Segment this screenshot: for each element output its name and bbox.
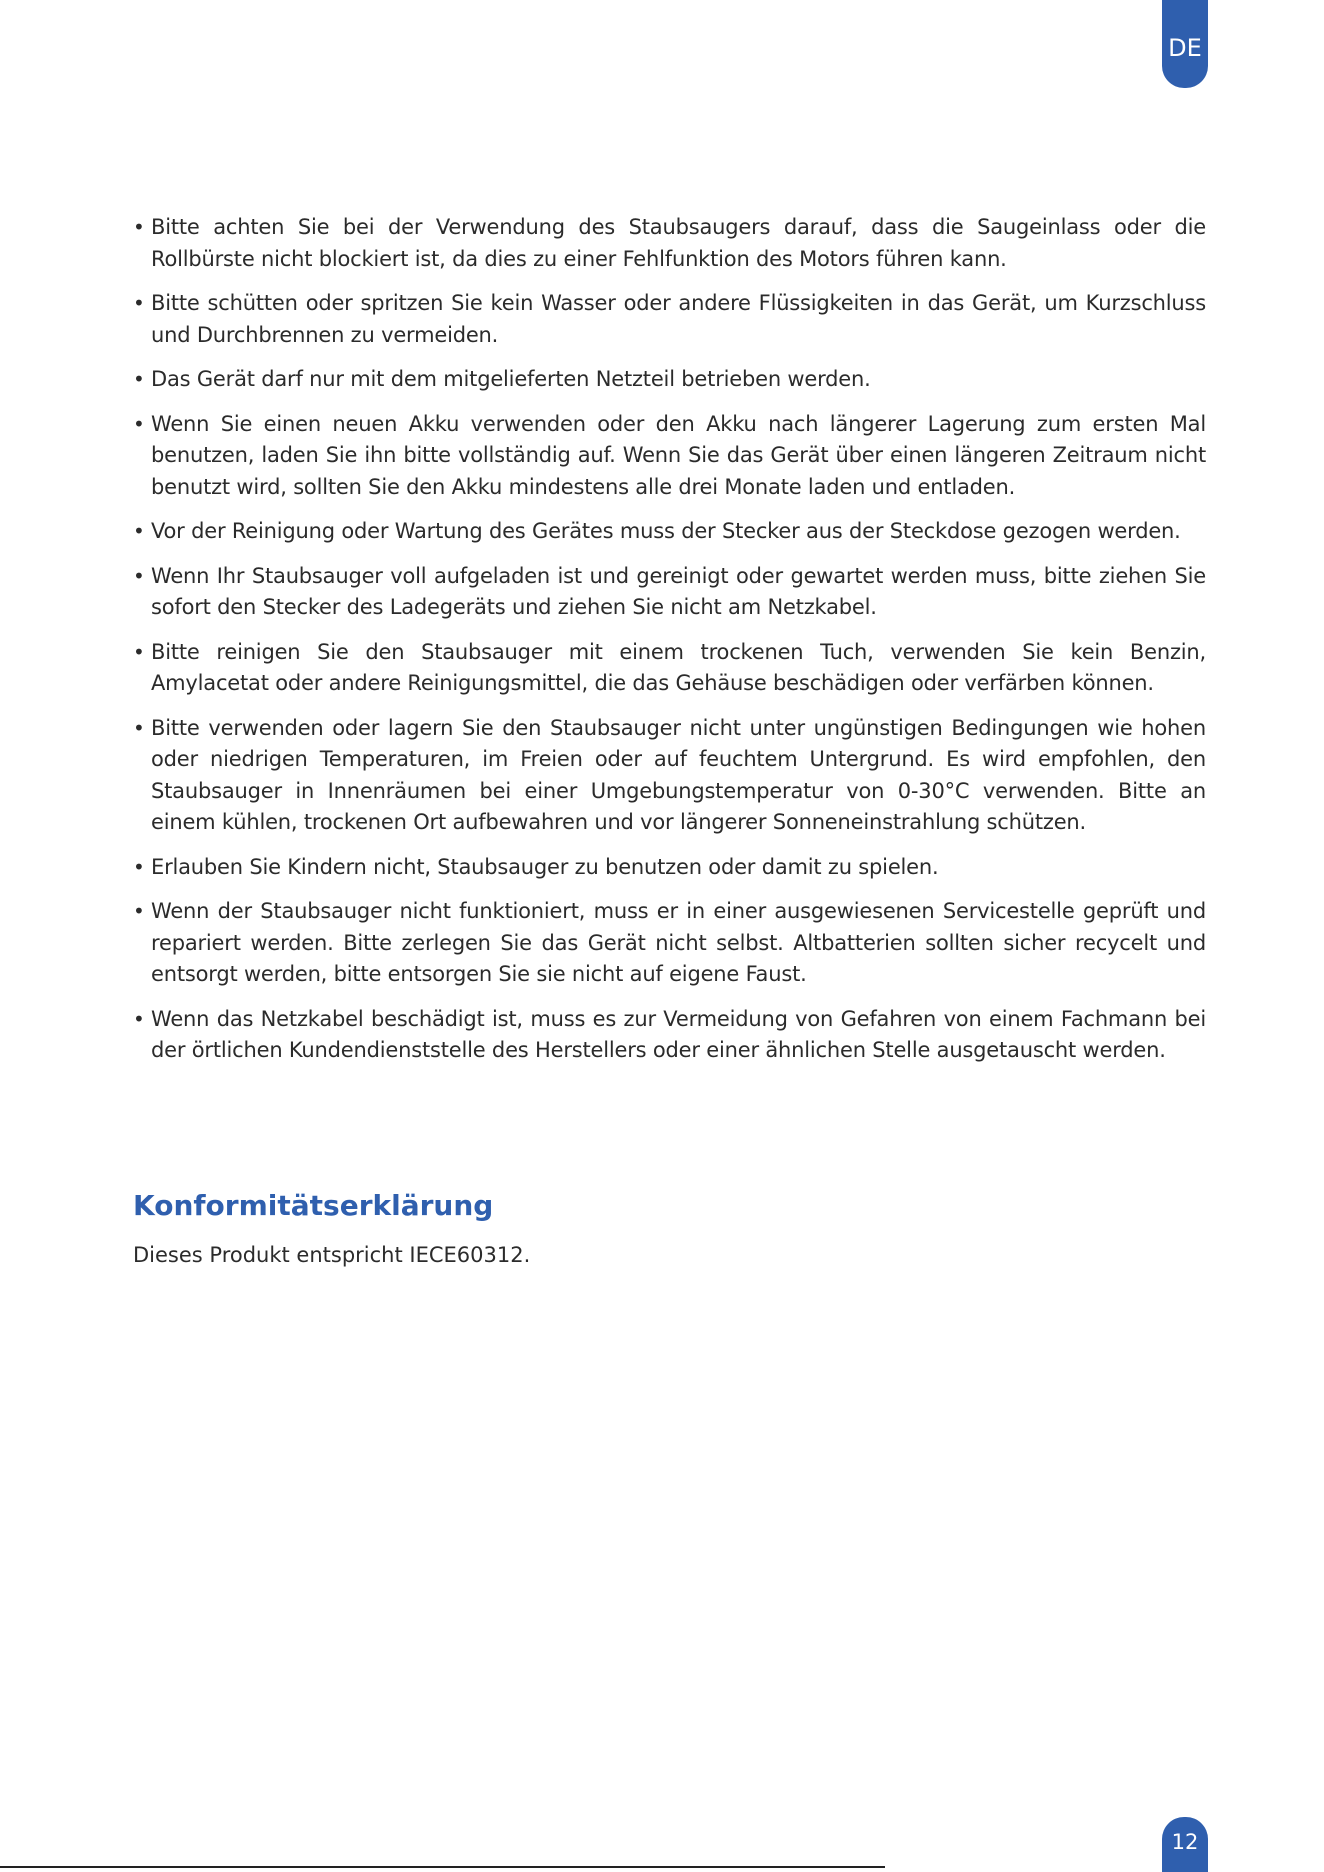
safety-notes-list	[133, 212, 1206, 1067]
list-item	[133, 852, 1206, 884]
list-item	[133, 1004, 1206, 1067]
list-item	[133, 713, 1206, 839]
list-item	[133, 212, 1206, 275]
list-item-text: Wenn der Staubsauger nicht funktioniert, muss er in einer ausgewiesenen Servicestelle geprüft und repariert werden. Bitte zerlegen Sie das Gerät nicht selbst. Altbatterien sollten sicher recycelt und entsorgt werden, bitte entsorgen Sie sie nicht auf eigene Faust.	[151, 899, 1206, 986]
safety-notes	[133, 212, 1206, 1080]
section-text: Dieses Produkt entspricht IECE60312.	[133, 1243, 531, 1267]
list-item-text: Erlauben Sie Kindern nicht, Staubsauger zu benutzen oder damit zu spielen.	[151, 854, 939, 879]
list-item	[133, 896, 1206, 991]
bullet-icon: •	[133, 291, 145, 315]
list-item-text: Wenn Sie einen neuen Akku verwenden oder den Akku nach längerer Lagerung zum ersten Mal benutzen, laden Sie ihn bitte vollständig auf. Wenn Sie das Gerät über einen längeren Zeitraum nicht benutzt wird, sollten Sie den Akku mindestens alle drei Monate laden und entladen.	[151, 411, 1206, 499]
list-item	[133, 364, 1206, 396]
bullet-icon: •	[133, 367, 145, 391]
section-title: Konformitätserklärung	[133, 1189, 494, 1222]
page-number: 12	[1162, 1817, 1208, 1872]
list-item-text: Vor der Reinigung oder Wartung des Gerätes muss der Stecker aus der Steckdose gezogen werden.	[151, 519, 1181, 543]
bullet-icon: •	[133, 411, 145, 436]
bullet-icon: •	[133, 1006, 145, 1031]
list-item-text: Bitte reinigen Sie den Staubsauger mit einem trockenen Tuch, verwenden Sie kein Benzin, Amylacetat oder andere Reinigungsmittel, die das Gehäuse beschädigen oder verfärben können.	[151, 639, 1206, 695]
list-item	[133, 409, 1206, 504]
list-item	[133, 637, 1206, 700]
list-item-text: Das Gerät darf nur mit dem mitgelieferten Netzteil betrieben werden.	[151, 367, 871, 391]
list-item	[133, 288, 1206, 351]
list-item-text: Bitte verwenden oder lagern Sie den Staubsauger nicht unter ungünstigen Bedingungen wie hohen oder niedrigen Temperaturen, im Freien oder auf feuchtem Untergrund. Es wird empfohlen, den Staubsauger in Innenräumen bei einer Umgebungstemperatur von 0-30°C verwenden. Bitte an einem kühlen, trockenen Ort aufbewahren und vor längerer Sonneneinstrahlung schützen.	[151, 715, 1206, 834]
list-item-text: Wenn Ihr Staubsauger voll aufgeladen ist und gereinigt oder gewartet werden muss, bitte ziehen Sie sofort den Stecker des Ladegeräts und ziehen Sie nicht am Netzkabel.	[151, 563, 1206, 619]
bullet-icon: •	[133, 899, 145, 923]
bullet-icon: •	[133, 715, 145, 740]
language-tab: DE	[1162, 0, 1208, 88]
bullet-icon: •	[133, 215, 145, 239]
list-item-text: Wenn das Netzkabel beschädigt ist, muss es zur Vermeidung von Gefahren von einem Fachmann bei der örtlichen Kundendienststelle des Herstellers oder einer ähnlichen Stelle ausgetauscht werden.	[151, 1006, 1206, 1062]
bullet-icon: •	[133, 563, 145, 588]
bullet-icon: •	[133, 519, 145, 543]
bullet-icon: •	[133, 854, 145, 879]
footer-divider	[0, 1866, 885, 1868]
list-item	[133, 561, 1206, 624]
list-item	[133, 516, 1206, 548]
list-item-text: Bitte achten Sie bei der Verwendung des Staubsaugers darauf, dass die Saugeinlass oder die Rollbürste nicht blockiert ist, da dies zu einer Fehlfunktion des Motors führen kann.	[151, 215, 1206, 271]
list-item-text: Bitte schütten oder spritzen Sie kein Wasser oder andere Flüssigkeiten in das Gerät, um Kurzschluss und Durchbrennen zu vermeiden.	[151, 291, 1206, 347]
bullet-icon: •	[133, 639, 145, 664]
